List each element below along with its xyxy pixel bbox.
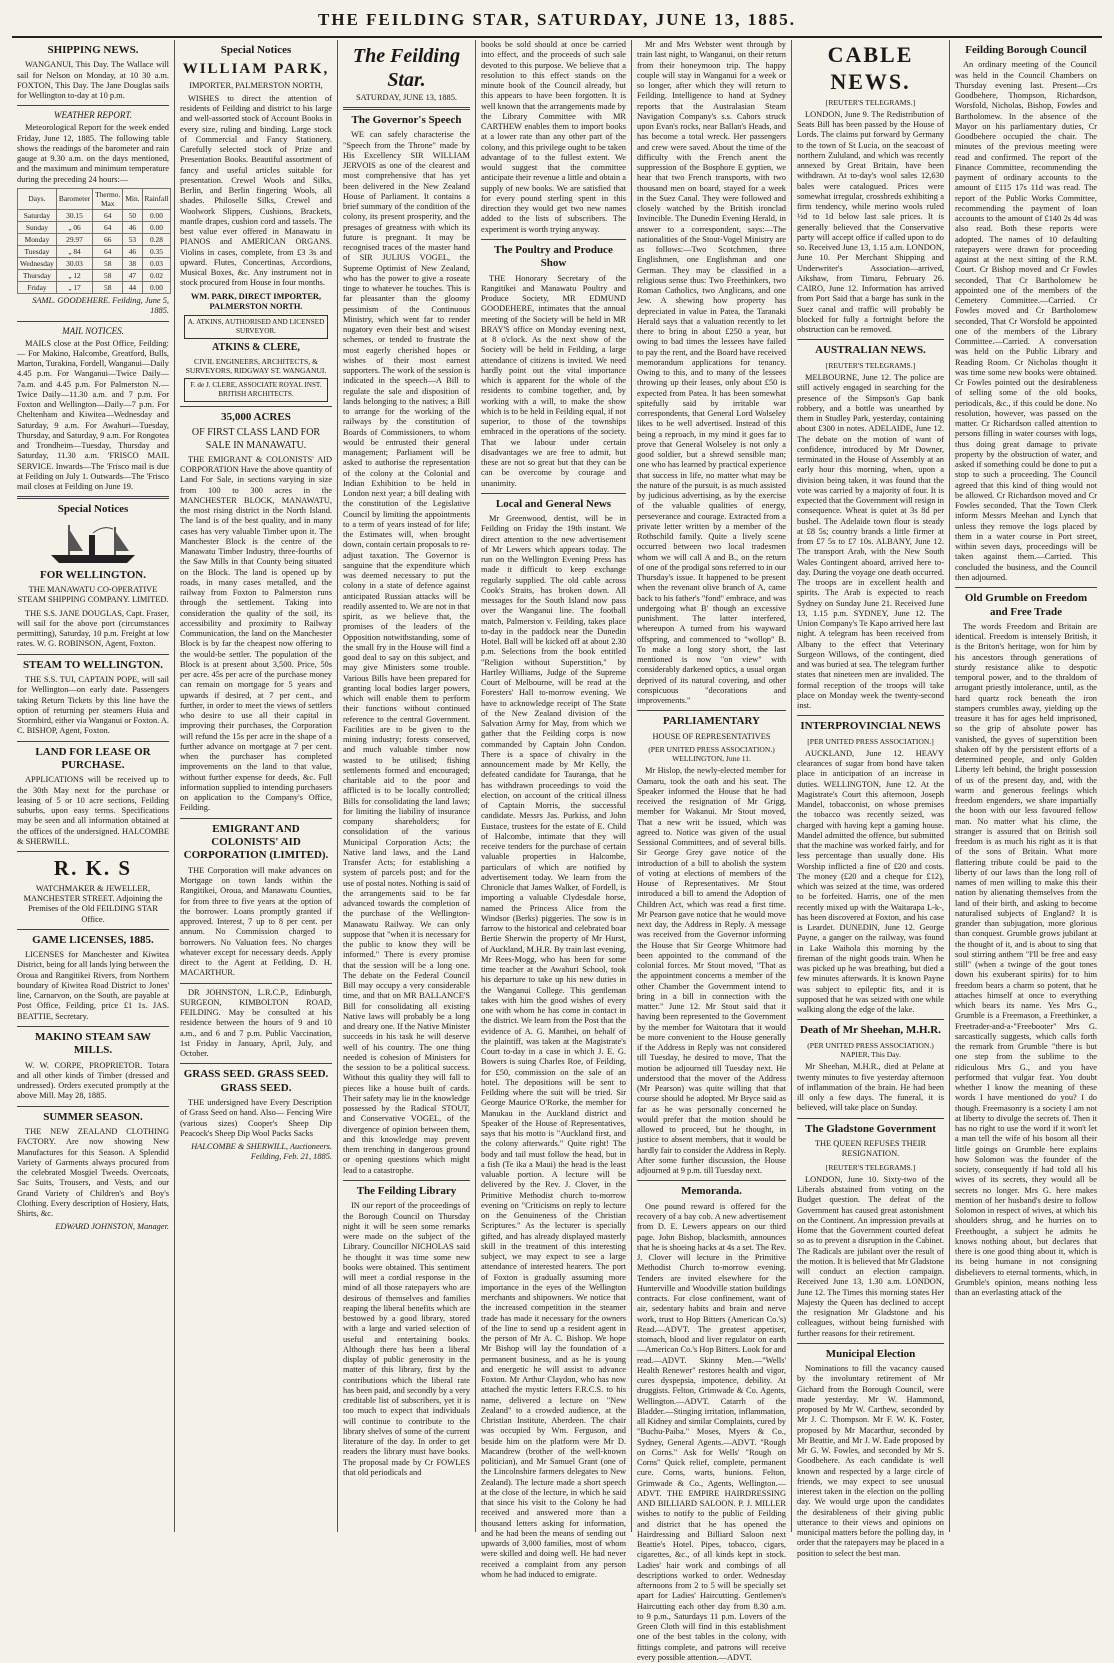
divider: [955, 587, 1097, 588]
steam-title: STEAM TO WELLINGTON.: [22, 658, 164, 671]
grumble-title: Old Grumble on Freedom and Free Trade: [964, 592, 1088, 618]
webster-text: Mr and Mrs Webster went through by train last night, to Wanganui, on their return from their honeymoon trip. The happy couple will stay in Wanganui for a week or so longer, after which they will return to Feilding. Intelligence to hand at Sydney reports that the Australasian Steam Navigation Company's s.s. Cahors struck upon Evan's rocks, near Ballan's Heads, and has become a total wreck. Her passengers and crew were saved. About the time of the difficulty with the French anent the suppression of the Bosphore E gyptien, we hear that two French transports, with two thousand men on board, stayed for a week in the Suez Canal. They were followed and closely watched by the British ironclad Invincible. The Dunedin Evening Herald, in answer to a correspondent, says:—The nationalities of the Stout-Vogel Ministry are as follows:—Two Scotchmen, three Englishmen, one Englishman and one German. They may be classified in a religious sense thus: Two Freethinkers, two Roman Catholics, two Anglicans, and one Jew. A shewing how property has depreciated in value in Patea, the Taranaki Herald says that a valuation recently to let there to bring in about £250 a year, but owing to bad times the lessees have failed to pay the rent, and the Board have received memorandum applications for tenancy. Owing to this, and to many of the lessees throwing up their leases, only about £50 is expected from Patea. It has been somewhat spitefully said by irritable war correspondents, that General Lord Wolseley likes to be well advertised. Instead of this being a reproach, in my mind it goes far to prove that General Wolseley is not only a good soldier, but a shrewd sensible man; one who has learned by practical experience that success in life, no matter what may be the nature of the pursuit, is as much assisted by judicious advertising, as by the exercise of the valuable qualities of energy, perseverance and courage. Extracted from a private letter written by a member of the Rothschild family. Quite a lively scene occurred between two local tradesmen whom we will call A and B., on the return of one of the prodigal sons referred to in our Thursday's issue. It happened to be present when the revenant olive branch of A, came back to his father's "fond" embrace, and was undergoing what B' though an excessive punishment. The latter interfered, whereupon A turned from his wayward offspring, and commenced to "wollop" B. To make a long story short, the last mentioned is now "on view" with considerably darkened optics, a usual organ deprived of its natural covering, and other conspicuous "decorations and improvements.": [637, 40, 786, 705]
cell: 53: [123, 234, 142, 246]
shipping-title: SHIPPING NEWS.: [47, 44, 139, 56]
weather-row: [18, 234, 171, 246]
weather-header: Rainfall: [142, 188, 171, 209]
parliamentary-assoc: (PER UNITED PRESS ASSOCIATION.) WELLINGTON, June 11.: [648, 744, 775, 764]
cell: 0.28: [142, 234, 171, 246]
cell: „ 12: [56, 270, 92, 282]
wellington-title: FOR WELLINGTON.: [40, 568, 146, 581]
cell: 58: [93, 282, 123, 294]
parliamentary-text: Mr Hislop, the newly-elected member for Oamaru, took the oath and his seat. The Speaker informed the House that he had received the resignation of Mr Grigg, member for Wakanui. Mr Stout moved, That a new writ be issued, which was agreed to. Notice was given of the usual Sessional Committees, and of several bills. Sir George Grey gave notice of the introduction of a bill to abolish the system of voting at elections of members of the House of Representatives. Mr Stout introduced a bill to amend the Adoption of Children Act, which was read a first time. Mr Pearson gave notice that he would move next day, the Address in Reply. A message was received from the Governor informing the House that Sir George Whitmore had been appointed to the command of the colonial forces. Mr Stout moved, "That as the appointment concerns a member of the other Chamber the Government intend to bring in a bill in connection with the matter." June 12. Mr Stout said that it having been represented to the Government by the member for Waitotara that it would be more convenient to the House generally if the Address in Reply was not considered till Tuesday, he desired to move, That the motion be adjourned till Tuesday next. He understood that the mover of the Address (Mr Pearson) was quite willing that that course should be adopted. Mr Bryce said as far as he was personally concerned he would prefer that the motion should be allowed to proceed, but he thought, in justice to absent members, that it would be hardly fair to consider the Address in Reply. After some further discussion, the House adjourned at 9 p.m. till Tuesday next.: [637, 766, 786, 1176]
cell: 44: [123, 282, 142, 294]
cable-text: LONDON, June 9. The Redistribution of Seats Bill has been passed by the House of Lords. The claims put forward by Germany to the town of St Lucia, on the seacoast of northern Zululand, and which was recently annexed by Great Britain, have been withdrawn. At to-day's wool sales 12,630 bales were catalogued. Prices were somewhat irregular, crossbreds exhibiting a firm tendency, while merino wools ruled ½d to 1d below last sale prices. It is generally believed that the Conservative party will accept office if called upon to do so. Received June 13, 1.15 a.m. LONDON, June 10. Per Merchant Shipping and Underwriter's Association—arrived, Aikshaw, from Timaru, February 26. CAIRO, June 12. Information has arrived from Port Said that a barge has sunk in the Suez canal and traffic will probably be blocked for fully a fortnight before the obstruction can be removed.: [797, 109, 944, 335]
cell: 0.00: [142, 282, 171, 294]
cell: 58: [93, 270, 123, 282]
parliamentary-subtitle: HOUSE OF REPRESENTATIVES: [652, 731, 771, 741]
cell: 47: [123, 270, 142, 282]
rks-text: WATCHMAKER & JEWELLER, MANCHESTER STREET. Adjoining the Premises of the Old FEILDING STAR Office.: [23, 883, 163, 924]
divider: [17, 741, 169, 742]
divider: [481, 239, 626, 240]
park-signature: WM. PARK, DIRECT IMPORTER, PALMERSTON NORTH.: [190, 291, 322, 311]
park-subtitle: IMPORTER, PALMERSTON NORTH,: [189, 80, 323, 90]
cable-news-title: CABLE NEWS.: [827, 42, 914, 94]
cell: 0.03: [142, 258, 171, 270]
weather-table: [17, 188, 171, 294]
special-notices-title: Special Notices: [220, 44, 292, 56]
poultry-title: The Poultry and Produce Show: [494, 243, 613, 270]
sawmill-text: W. W. CORPE, PROPRIETOR. Totara and all other kinds of Timber (dressed and undressed). Orders executed promptly at the above Mill. May 28, 1885.: [17, 1060, 169, 1101]
cell: 66: [93, 234, 123, 246]
cell: Saturday: [18, 209, 57, 221]
atkins-clere-subtitle: CIVIL ENGINEERS, ARCHITECTS, & SURVEYORS, RIDGWAY ST. WANGANUI.: [185, 356, 327, 376]
weather-row: [18, 282, 171, 294]
divider: [17, 1106, 169, 1107]
clere-box: F. de J. CLERE, ASSOCIATE ROYAL INST. BRITISH ARCHITECTS.: [184, 378, 328, 402]
acres-subtitle: OF FIRST CLASS LAND FOR SALE IN MANAWATU.: [191, 427, 321, 451]
cell: 0.00: [142, 209, 171, 221]
issue-date: SATURDAY, JUNE 13, 1885.: [356, 92, 457, 102]
cell: „ 06: [56, 221, 92, 233]
municipal-text: Nominations to fill the vacancy caused by the involuntary retirement of Mr Gichard from the Borough Council, were made yesterday. Mr W. Hammond, proposed by Mr W. Carthew, seconded by Mr J. C. Thompson. Mr F. W. K. Foster, proposed by Mr Macarthur, seconded by Mr Beattie, and Mr J. W. Eade proposed by Mr G. W. Fowles, and seconded by Mr S. Goodbehere. As each candidate is well known and respected by a large circle of friends, we may expect to see unusual interest taken in the election on the polling day. We would urge upon the candidates the desirableness of their giving public utterance to their views and opinions on municipal matters before the polling day, in order that the ratepayers may be placed in a position to select the best man.: [797, 1364, 944, 1558]
cell: 46: [123, 246, 142, 258]
weather-signature: SAML. GOODEHERE. Feilding, June 5, 1885.: [32, 296, 169, 316]
weather-header: Min.: [123, 188, 142, 209]
memoranda-title: Memoranda.: [681, 1185, 742, 1198]
atkins-clere-title: ATKINS & CLERE,: [212, 341, 300, 353]
weather-row: [18, 270, 171, 282]
licenses-title: GAME LICENSES, 1885.: [32, 933, 154, 946]
cable-assoc: [REUTER'S TELEGRAMS.]: [825, 97, 916, 107]
gladstone-title: The Gladstone Government: [805, 1122, 936, 1135]
nameplate: The Feilding Star.: [352, 45, 461, 92]
weather-header: Barometer: [56, 188, 92, 209]
cell: Friday: [18, 282, 57, 294]
weather-row: [18, 209, 171, 221]
local-news-title: Local and General News: [495, 497, 612, 510]
column-1: [12, 40, 175, 1532]
special-notices-title: Special Notices: [57, 503, 129, 516]
municipal-title: Municipal Election: [825, 1347, 916, 1360]
death-assoc: (PER UNITED PRESS ASSOCIATION.) NAPIER, This Day.: [807, 1040, 934, 1060]
cell: 30.03: [56, 258, 92, 270]
cell: 50: [123, 209, 142, 221]
library-title: The Feilding Library: [356, 1184, 457, 1197]
divider: [637, 1180, 786, 1181]
council-text: An ordinary meeting of the Council was held in the Council Chambers on Thursday evening last. Present—Crs Goodbehere, Thompson, Richardson, Worsfold, Nicholas, Bishop, Fowles and Bartholomew. In the absence of the Mayor on his parliamentary duties, Cr Goodbehere occupied the chair. The minutes of the previous meeting were read and confirmed. The report of the Finance Committee, recommending the payment of ordinary accounts to the amount of £115 17s 11d was read. The report of the Public Works Committee, recommending the payment of loan accounts to the amount of £140 2s 4d was also read. Both these reports were adopted. The names of 10 defaulting ratepayers were drawn for proceeding against at the next sitting of the R.M. Court. Cr Bishop moved and Cr Fowles seconded, That Cr Bartholomew be appointed one of the members of the Cemetery Committee.—Carried. Cr Fowles moved and Cr Bartholomew seconded, That Cr Worsfold be appointed one of the members of the Library Committee.—Carried. A conversation was held on the Public Library and Reading Room. Cr Nicholas thought it was time some new books were obtained. Cr Fowles pointed out the desirableness of selling some of the old books, periodicals, &c., if this could be done. No resolution, however, was passed on the matter. Cr Richardson called attention to persons filling in water courses with logs, thus doing great damage to private property by the obstruction of water, and asked if something could be done to put a stop to such a proceeding. The Council agreed that this kind of thing would not be allowed. Cr Richardson moved and Cr Fowles seconded, That the Town Clerk inform Messrs Meehan and Lynch that unless they remove the logs placed by them in a water course in Port street, within seven days, proceedings will be taken against them.—Carried. This concluded the business, and the Council then adjourned.: [955, 60, 1097, 582]
divider: [17, 321, 169, 322]
cell: Tuesday: [18, 246, 57, 258]
australian-text: MELBOURNE, June 12. The police are still actively engaged in searching for the presence of the Simpson's Gap bank robbery, and a bottle was unearthed by them in Studley Park, yesterday, containing about £300 in notes. ADELAIDE, June 12. The debate on the motion of want of confidence, introduced by Mr Downer, terminated in the House of Assembly at an early hour this morning, when, upon a division being taken, it was found that the vote was carried by a majority of four. It is expected that the Government will resign in consequence. Wheat is quiet at 3s 8d per bushel. The Adelaide town flour is steady at £8 5s; country brands a little firmer at from £7 5s to £7 10s. ALBANY, June 12. The transport Arab, with the New South Wales Contingent aboard, arrived here to-day. During the voyage one death occurred. The troops are in excellent health and spirits. The Arab is expected to reach Sydney on Sunday June 21. Received June 13, 1.15 p.m. SYDNEY, June 12. The Union Company's Te Kapo arrived here last night. A telegram has been received from Albany to the effect that Veterinary Surgeon Willows, of the contingent, died and was buried at sea. The telegram further states that nineteen men are invalided. The formal reception of the troops will take place on Monday week the twenty-second inst.: [797, 373, 944, 711]
column-7: [950, 40, 1102, 1532]
divider: [343, 1180, 470, 1181]
cell: 64: [93, 209, 123, 221]
interprovincial-assoc: [PER UNITED PRESS ASSOCIATION.]: [807, 736, 934, 746]
column-4: [476, 40, 632, 1579]
grass-text: THE undersigned have Every Description of Grass Seed on hand. Also— Fencing Wire (various sizes) Cooper's Sheep Dip Peacock's Sheep Dip Wool Packs Sacks: [180, 1098, 332, 1138]
aid-title: EMIGRANT AND COLONISTS' AID CORPORATION (LIMITED).: [183, 822, 329, 862]
masthead-rule: [12, 36, 1102, 38]
atkins-box: A. ATKINS, AUTHORISED AND LICENSED SURVEYOR.: [184, 315, 328, 339]
weather-row: [18, 258, 171, 270]
death-text: Mr Sheehan, M.H.R., died at Pelane at twenty minutes to five yesterday afternoon of inflammation of the brain. He had been ill only a few days. The funeral, it is believed, will take place on Sunday.: [797, 1062, 944, 1113]
summer-text: THE NEW ZEALAND CLOTHING FACTORY. Are now showing New Manufactures for this Season. A Splendid Variety of Garments always procured from the celebrated Mosgiel Tweeds. Overcoats, Sac Suits, Trousers, and Vests, and our Grand Variety of Children's and Boy's Clothing. Every description of Hosiery, Hats, Shirts, &c.: [17, 1127, 169, 1219]
cell: Wednesday: [18, 258, 57, 270]
weather-intro: Meteorological Report for the week ended Friday, June 12, 1885. The following table shows the readings of the barometer and rain gauge at 9.30 a.m. on the days mentioned, and the maximum and minimum temperature during the preceding 24 hours:—: [17, 123, 169, 184]
cell: 0.00: [142, 221, 171, 233]
library-continued: books be sold should at once be carried into effect, and the proceeds of such sale devoted to this purpose. We believe that a resolution to this effect stands on the minute book of the Council already, but this appears to have been forgotten. It is well known that the arrangements made by the Library Committee with MR CARTHEW enables them to import books at a lower rate than any other part of the colony, and this privilege ought to be taken advantage of to the fullest extent. We would suggest that the committee anticipate their revenue a little and obtain a supply of new books. We are satisfied that for every pound sterling spent in this direction they would get two new names added to the lists of subscribers. The experiment is worth trying anyway.: [481, 40, 626, 234]
australian-news-title: AUSTRALIAN NEWS.: [815, 344, 926, 357]
park-text: WISHES to direct the attention of residents of Feilding and district to his large and well-assorted stock of Account Books in every size, ruling and binding. Large stock of Commercial and Fancy Stationery. Carefully selected stock of Prize and Presentation Books. Beautiful assortment of fancy and useful articles suitable for presentation. Crewel Wools and Silks, Berlin, and Berlin fingering Wools, all shades. Philoselle Silks, Crewel and Woolwork Slippers, Cushions, Brackets, mantle drapes, cushion cord and tassels. The best value ever offered in Manawatu in PIANOS and AMERICAN ORGANS. Violins in cases, complete, from £3 3s and upward. Flutes, Concertinas, Accordions, Musical Boxes, &c. Any instrument not in stock procured from House in four months.: [180, 93, 332, 288]
divider: [17, 654, 169, 655]
columns: [12, 40, 1102, 1662]
divider: [17, 105, 169, 106]
cell: 64: [93, 246, 123, 258]
gladstone-subtitle: THE QUEEN REFUSES THEIR RESIGNATION.: [814, 1139, 927, 1159]
cell: Monday: [18, 234, 57, 246]
weather-row: [18, 221, 171, 233]
weather-row: [18, 246, 171, 258]
summer-signature: EDWARD JOHNSTON, Manager.: [55, 1222, 169, 1232]
sawmill-title: MAKINO STEAM SAW MILLS.: [34, 1030, 152, 1057]
cell: Sunday: [18, 221, 57, 233]
steamship-icon: [43, 521, 143, 565]
grass-title: GRASS SEED. GRASS SEED. GRASS SEED.: [183, 1068, 329, 1094]
cell: 0.35: [142, 246, 171, 258]
divider: [797, 715, 944, 716]
weather-title: WEATHER REPORT.: [54, 110, 132, 121]
library-text: IN our report of the proceedings of the Borough Council on Thursday night it will be seen some remarks were made on the subject of the Library. Councillor NICHOLAS said he thought it was time some new books were obtained. This sentiment will meet a cordial response in the mind of all those ratepayers who are desirous of themselves and families reaping the liberal benefits which are bestowed by a good library, stored with a large and varied selection of useful and entertaining books. Although there has been a liberal display of public generosity in the matter of this library, first by the contributions which the liberal rate has been paid, and secondly by a very creditable list of subscribers, yet it is too much to expect that individuals will continue to contribute to the library shelves of some of the current literature of the day. In order to get readers the library must have books. The proposal made by Cr FOWLES that old periodicals and: [343, 1201, 470, 1477]
memoranda-text: One pound reward is offered for the recovery of a bay cob. A new advertisement from D. E. Lewers appears on our third page. John Bishop, blacksmith, announces that he is shoeing hacks at 4s a set. The Rev. J. Clover will lecture in the Primitive Methodist Church to-morrow evening. Tenders are invited elsewhere for the Hunterville and Woodville station buildings contracts. For close confinement, want of air, sedentary habits and brain and nerve work, trust to Hop Bitters (American Co.'s) Read.—ADVT. The greatest appetiser, stomach, blood and liver regulator on earth—American Co.'s Hop Bitters. Look for and read.—ADVT. Skinny Men.—"Wells' Health Renewer" restores health and vigor, cures dyspepsia, impotence, debility. At druggists. Felton, Grimwade & Co. Agents, Wellington.—ADVT. Catarrh of the Bladder.—Stinging irritation, inflammation, all Kidney and similar Complaints, cured by "Buchu-Paiba." Moses, Myers & Co., Sydney, General Agents.—ADVT. "Rough on Corns." Ask for Wells' "Rough on Corns" Quick relief, complete, permanent cure. Corns, warts, bunions. Felton, Grimwade & Co., Agents, Wellington.—ADVT. THE EMPIRE HAIRDRESSING AND BILLIARD SALOON. P. J. MILLER wishes to notify to the public of Feilding and district that he has opened the Hairdressing and Billiard Saloon next Beattie's Hotel. Pipes, tobacco, cigars, cigarettes, &c., of all kinds kept in stock. Ladies' hair work and combings of all descriptions worked to order. Wednesday afternoons from 2 to 5 will be specially set apart for Ladies' Haircutting. Gentlemen's Haircutting each other day from 8.30 a.m. to 9 p.m., Saturdays 11 p.m. Lovers of the Green Cloth will find in this establishment one of the best tables in the colony, with fittings complete, and patrons will receive every possible attention.—ADVT.: [637, 1201, 786, 1662]
divider: [17, 929, 169, 930]
manawatu-title: THE MANAWATU CO-OPERATIVE STEAM SHIPPING COMPANY. LIMITED.: [17, 585, 169, 605]
divider: [797, 1343, 944, 1344]
grass-signature: HALCOMBE & SHERWILL, Auctioneers. Feilding, Feb. 21, 1885.: [191, 1142, 332, 1162]
divider: [180, 818, 332, 819]
gladstone-assoc: [REUTER'S TELEGRAMS.]: [825, 1162, 916, 1172]
licenses-text: LICENSES for Manchester and Kiwitea District, being for all lands lying between the Oroua and Rangitikei Rivers, from Northern boundary of Kiwitea Road District to Jones' line, Carnarvon, on the South, are payable at Post Office, Feilding, price £1 1s. JAS. BEATTIE, Secretary.: [17, 950, 169, 1021]
cell: Thursday: [18, 270, 57, 282]
grumble-text: The words Freedom and Britain are identical. Freedom is intensely British, it is the Briton's heritage, won for him by his ancestors through generations of sturdy resistance alike to despotic temporal power, and to the thraldom of arrogant priestly intolerance, until, as the hard quartz rock beneath the iron stampers crumbles away, yielding up the treasure it has for ages held imprisoned, so the grip of absolute power has vanished, the gyves of superstition been shaken off by the persistent efforts of a determined people, and only Golden Liberty left behind, the bright possession of us of the present day, and, with the warm and generous feelings which freedom engenders, we share impartially the boon with our less favoured fellow man. No matter what his clime, the stranger is assured that on British soil freedom is as much his right as it is that of the sons of Britain. What more flattering tribute could be paid to the liberty of our laws than the long roll of names of men willing to make this their nation by alienating themselves from the land of their birth, and asking to become naturalised subjects of England? It is grander than subjugation, more glorious than conquest. Grumble grows jubilant at the thought of it, and is about to sing that soul stirring anthem "I'll be free and easy still" (when a twinge of the gout tones down his exuberant spirits) for to him freedom bears a charm so potent, that he attaches himself at once to everything which bears its name. Yes Mrs G., Grumble is a Freemason, a Freethinker, a Freetrader-and-a-"Freebooter" Mrs G. sarcastically suggests, which calls forth the remark from Grumble "there is but one step from the sublime to the ridiculous Mrs G., and you have performed that vulgar feat. You doubt whether I know the meaning of these words I have mentioned do you? I do though. Freemasonry is a society I am not at liberty to divulge the secrets of. Then it has no right to use the word if it won't let a man tell the wife of his bosom all their little goings on Grumble here explains how Solomon was the founder of the society, consequently if had told all his wives of its secrets, they would all be secrets no longer. Mrs G. here makes mention of her husband's desire to follow Solomon in respect of wives, at which his shoulders shrug, and he hurries on to Freethought, a subject he admits he knows nothing about, but declares that there is one good thing about it, which is its being humane in not consigning disbelievers to eternal torments, which, in Grumble's opinion, means nothing less than an everlasting attack of the: [955, 621, 1097, 1298]
mail-text: MAILS close at the Post Office, Feilding:— For Makino, Halcombe, Greatford, Bulls, Marton, Turakina, Fordell, Wanganui—Daily 4.45 p.m. For Wanganui—Twice Daily—7a.m. and 4.45 p.m. For Palmerston N.—Twice Daily—11.30 a.m. and 7 p.m. For Foxton and Wellington—Daily—7 p.m. For Cheltenham and Kiwitea—Wednesday and Saturday, 9 a.m. For Awahuri—Tuesday, Thursday, and Saturday, 9 a.m. For Rongotea and Trondheim—Tuesday, Thursday and Saturday, 11.30 a.m. 'FRISCO MAIL SERVICE. Inwards—The 'Frisco mail is due at Feilding on July 1. Outwards—The 'Frisco mail closes at Feilding on June 19.: [17, 338, 169, 492]
johnston-text: DR JOHNSTON, L.R.C.P., Edinburgh, SURGEON, KIMBOLTON ROAD, FEILDING. May be consulted at his residence between the hours of 9 and 10 a.m., and 6 and 7 p.m. Public Vaccination, 1st Friday in January, April, July, and October.: [180, 987, 332, 1059]
acres-title: 35,000 ACRES: [221, 411, 291, 424]
cell: 0.02: [142, 270, 171, 282]
masthead: [0, 0, 1114, 34]
land-text: APPLICATIONS will be received up to the 30th May next for the purchase or leasing of 5 or 10 acre sections, Feilding suburbs, upon easy terms. Specifications may be seen and all information obtained at the offices of the undersigned. HALCOMBE & SHERWILL.: [17, 775, 169, 846]
summer-title: SUMMER SEASON.: [43, 1110, 143, 1123]
shipping-text: WANGANUI, This Day. The Wallace will sail for Nelson on Monday, at 10 30 a.m. FOXTON, This Day. The Jane Douglas sails for Wellington to-day at 10 p.m.: [17, 60, 169, 101]
parliamentary-title: PARLIAMENTARY: [663, 715, 760, 728]
divider: [343, 107, 470, 110]
masthead-title: THE FEILDING STAR, SATURDAY, JUNE 13, 1885.: [317, 10, 797, 29]
divider: [17, 1026, 169, 1027]
divider: [17, 851, 169, 852]
mail-title: MAIL NOTICES.: [62, 325, 124, 336]
cell: 30.15: [56, 209, 92, 221]
rks-title: R. K. S: [53, 856, 133, 881]
local-news-text: Mr Greenwood, dentist, will be in Feilding on Friday the 19th instant. We direct attention to the new advertisement of Mr Lewers which appears today. The run on the Wellington Evening Press has made it difficult to keep exchange regularly supplied. The old cable across Cook's Straits, has broken down. All messages for the South Island now pass over the Wanganui line. The football match, Palmerston v. Feilding, takes place to-day in the paddock near the Dunedin Hotel. Ball will be kicked off at about 2.30 p.m. Selections from the book entitled "Religion without Superstition," by Hartley Williams, Judge of the Supreme Court of Melbourne, will be read at the Foresters' Hall to-morrow evening. We have to acknowledge receipt of The State of the New Zealand division of the Salvation Army for May, from which we gather that the Feilding corps is now commanded by Captain John Condon. There is a space of chivalry in the announcement made by Mr Kelly, the defeated candidate for Tauranga, that he has withdrawn proceedings to void the election, on account of the critical illness of Captain Morris, the successful candidate. Messrs Jas. Purkiss, and John Eustace, trustees for the estate of E. Child of Halcombe, intimate that they will receive tenders for the purchase of certain valuable properties in Halcombe, particulars of which are notified by advertisement today. We learn from the Chronicle that James Walker, of Fordell, is importing a valuable Clydesdale horse, named the Princess Alice from the Windsor (Berks) piggeries. The sow is in farrow to the historical and celebrated boar Bertie Sherwin the property of Mr Hurst, of Auckland, M.H.R. By train last evening, Mr Rees-Mogg, who has been for some time teacher at the Awahuri School, took his departure to take up his new duties in the Wanganui College. This gentleman takes with him the good wishes of every one with whom he has come in contact in the district. We learn from the Post that the evidence of A. G. Manthei, on behalf of the plaintiff, was taken at the Magistrate's Court to-day in a case in which J. E. G. Bowers is suing Charles Roe, of Feilding, for £50, commission on the sale of an hotel. The depositions will be sent to Feilding where the suit will be tried. Sir George Maurice O'Rorke, the member for Manukau in the Auckland district and Speaker of the House of Representatives, says that his motto is "Auckland first, and the colony afterwards." Quite right! The body and tail must follow the head, but in a fish (Te ika a Maui) the head is the least valuable portion. A lecture will be delivered by the Rev. J. Clover, in the Primitive Methodist church to-morrow evening on "Criticisms on reply to lecture on the Genuineness of the Christian Scriptures." As the lecturer is specially gifted, and has already displayed masterly skill in the treatment of this interesting subject, we may expect to see a large attendance of interested hearers. The port of Foxton is gradually assuming more importance in the eyes of the Wellington merchants and shipowners. We notice that the increased competition in the steamer trade has made it necessary for the owners of the line to send up a resident agent in the person of Mr A. C. Bishop. We hope Mr Bishop will lay the foundation of a permanent business, and as he is young and energetic he will assist to advance Foxton. Mr Arthur Claydon, who has now attached the mystic letters F.R.C.S. to his name, delivered a lecture on "New Zealand" to a crowded audience, at the Christian Institute, Aberdeen. The chair was occupied by Wm. Ferguson, and beside him on the platform were Mr D. Macandrew (brother of the well-known politician), and Mr Samuel Grant (one of the Lincolnshire farmers delegates to New Zealand). The lecture made a short speech at the close of the lecture, in which he said that since his visit to the Colony he had received and answered more than a thousand letters asking for information, and he had been the means of sending out upwards of 3,000 families, most of whom were skilled and doing well. He had never received a complaint from any person whom he had induced to emigrate.: [481, 514, 626, 1579]
poultry-text: THE Honorary Secretary of the Rangitikei and Manawatu Poultry and Produce Society, MR EDMUND GOODEHERE, intimates that the annual meeting of the Society will be held in MR BRAY'S office on Monday evening next, at 8 o'clock. As the next show of the Society will be held in Feilding, a large attendance of citizens is invited. We need hardly point out the vital importance which is apparent for the whole of the residents to combine together, and, by working with a will, to make the show which is to be held in Feilding equal, if not superior, to those of the townships embraced in the operations of the society. That we labour under certain disadvantages we are free to admit, but these are not so great but that they can be can be overcome by courage and unanimity.: [481, 273, 626, 488]
weather-header: Days.: [18, 188, 57, 209]
cell: „ 84: [56, 246, 92, 258]
divider: [637, 710, 786, 711]
governor-text: WE can safely characterise the "Speech from the Throne" made by His Excellency SIR WILLIAM JERVOIS as one of the clearest and most comprehensive that has yet been delivered in the New Zealand House of Parliament. It contains a brief summary of the condition of the colony, its present prosperity, and the presages of greatness with which its future is pregnant. It may be recognised traces of the master hand of SIR JULIUS VOGEL, the Supreme Optimist of New Zealand, who has the power to give a roseate tinge to whatever he touches. This is far pleasanter than the gloomy pessimism of the Continuous Ministry, which went far to render nugatory even their best and wisest schemes, or tended to frustrate the most eagerly cherished hopes or wishes of their most earnest supporters. The work of the session is indicated in the speech—A Bill to regulate the sale and disposition of lands belonging to the natives; a Bill to arrange for the working of the railways by the constitution of Boards of Commissioners, to whom would be entrusted their general management; Parliament will be asked to authorise the representation of the colony at the Colonial and Indian Exhibition to be held in London next year; a bill dealing with the constitution of the Legislative Council by limiting the appointments to a term of years instead of for life; the Estimates will, when brought down, contain certain proposals to re-adjust taxation. The Governor is sanguine that the expenditure which was deemed necessary to put the colony in a state of defence against anticipated Russian attacks will be readily assented to. We are not in that spirit, as we believe that, the promises of the leaders of the Opposition notwithstanding, some of the small fry in the House will find a good deal to say on this subject, and may give Ministers some trouble. Various Bills have been prepared for granting local bodies larger powers, which will enable them to perform their functions without continued reference to the central Government. Facilities are to be given to the mining industry; forests conserved, and much valuable timber now wasted to be utilised; fishing settlements formed and encouraged; charitable aid to the poor and afflicted is to be locally controlled; Bills for consolidating the land laws; for limiting the liability of insurance company shareholders; for consolidation of the various Municipal Corporation Acts; the Native land laws, and the Land Transfer Acts; for establishing a system of parcels post; and for the use of postal notes. Nothing is said of the arrangements said to be far advanced towards the completion of the purchase of the Wellington-Manawatu Railway. We can only suppose that "when it is necessary for the public to know they will be informed." There is every promise that the session will be a long one. The debate on the Federal Council Bill may occupy a very considerable time, and that on MR BALLANCE'S Bill for consolidating all existing Native laws will probably be a long and dreary one. If the Native Minister succeeds in his task he will deserve well of his country. The one thing needed is cohesion of Ministers for the session to be a political success. Without this quality they will fall to pieces like a house built of cards. Their safety may lie in the knowledge possessed by the Radical STOUT, and Conservative VOGEL, of the divergence of opinion between them, and this knowledge may prevent them trenching in dangerous ground or opening questions which might lead to a catastrophe.: [343, 130, 470, 1175]
cell: 64: [93, 221, 123, 233]
death-title: Death of Mr Sheehan, M.H.R.: [800, 1024, 941, 1037]
interprovincial-text: AUCKLAND, June 12. HEAVY clearances of sugar from bond have taken place in anticipation of an increase in duties. WELLINGTON, June 12. At the Magistrate's Court this afternoon, Joseph Mandel, tobacconist, on whose premises the tobacco was recently seized, was charged with having kept a gaming house. Mandel admitted the offence, but submitted that the machine was worked fairly, and for less percentage than usually done. His Worship inflicted a fine of £20 and costs. The money (£20 and a cheque for £12), which was seized at the time, was ordered to be forfeited. Harris, one of the men recently mixed up with the Waitarapa L-k-, has been discovered at Foxton, and his case is Leardet. DUNEDIN, June 12. George Payne, a ganger on the railway, was found in Lake Waihola this morning by the fireman of the night goods train. When he was picked up he was breathing, but died a few minutes afterwards. It is known Payne was subject to epileptic fits, and it is supposed that he was seized with one while walking along the edge of the lake.: [797, 748, 944, 1015]
column-6: [792, 40, 950, 1558]
divider: [180, 1063, 332, 1064]
gladstone-text: LONDON, June 10. Sixty-two of the Liberals abstained from voting on the Budget question. The defeat of the Government has caused great astonishment on the Continent. An impression prevails at Home that the Government courted defeat so as to prevent a disruption in the Cabinet. The Radicals are jubilant over the result of the motion. It is believed that Mr Gladstone will conduct an election campaign. Received June 13, 1.30 a.m. LONDON, June 12. The Times this morning states Her Majesty the Queen has declined to accept the resignation Mr Gladstone and his colleagues, without being furnished with further reasons for their retirement.: [797, 1174, 944, 1338]
interprovincial-title: INTERPROVINCIAL NEWS: [800, 720, 941, 733]
manawatu-text: THE S.S. JANE DOUGLAS, Capt. Fraser, will sail for the above port (circumstances permitting), Saturday, 10 p.m. Freight at low rates. W. G. ROBINSON, Agent, Foxton.: [17, 608, 169, 649]
steam-text: THE S.S. TUI, CAPTAIN POPE, will sail for Wellington—on early date. Passengers taking Return Tickets by this line have the option of returning per steamers Huia and Stormbird, either via Wanganui or Foxton. A. C. BISHOP, Agent, Foxton.: [17, 675, 169, 736]
cell: 29.97: [56, 234, 92, 246]
column-2: [175, 40, 338, 1532]
emigrant-text: THE EMIGRANT & COLONISTS' AID CORPORATION Have the above quantity of Land For Sale, in sections varying in size from 100 to 300 acres in the MANCHESTER BLOCK, MANAWATU, the most rising district in the North Island. The land is of the best quality, and in many cases has very valuable Timber upon it. The Manchester Block is the centre of the Manawatu Timber Industry, three-fourths of the Saw Mills in that County being situated on the Block. The land is opened up by roads, in many cases metalled, and the railway from Foxton to Palmerston runs through the settlement. Taking into consideration the quality of the soil, its accessibility and proximity to Railway Communication, the land on the Manchester Block is by far the cheapest now offering to the would-be settler. The population of the Block is at present about 3,500. Price, 50s per acre. 45s per acre of the purchase money can remain on mortgage for 5 years and upwards if desired, at 7 per cent., and further, in order to meet the views of settlers who desire to use all their capital in improving their purchases, the Corporation will refund the 15s per acre in the shape of a further advance on mortgage at 7 per cent. when the purchaser has completed improvements on the land to that value, without further expense for deeds, &c. Full information supplied to intending purchasers on application to the Company's Office, Feilding.: [180, 454, 332, 813]
park-title: WILLIAM PARK,: [182, 61, 330, 78]
divider: [481, 493, 626, 494]
divider: [797, 1019, 944, 1020]
weather-header: Thermo. Max: [93, 188, 123, 209]
australian-assoc: [REUTER'S TELEGRAMS.]: [825, 360, 916, 370]
divider: [17, 496, 169, 499]
cell: „ 17: [56, 282, 92, 294]
cell: 46: [123, 221, 142, 233]
divider: [180, 406, 332, 407]
land-title: LAND FOR LEASE OR PURCHASE.: [35, 745, 151, 771]
cell: 58: [93, 258, 123, 270]
divider: [797, 339, 944, 340]
weather-header-row: [18, 188, 171, 209]
column-3: [338, 40, 476, 1532]
cell: 38: [123, 258, 142, 270]
column-5: [632, 40, 792, 1662]
divider: [797, 1118, 944, 1119]
council-title: Feilding Borough Council: [965, 44, 1087, 56]
governor-title: The Governor's Speech: [351, 114, 462, 127]
aid-text: THE Corporation will make advances on Mortgage on town lands within the Rangitikei, Oroua, and Manawatu Counties, for from three to five years at the option of the borrower. Loans promptly granted if approved. Interest, 7 up to 8 per cent. per annum. No Commission charged to borrowers. No Valuation fees. No charges whatever except for necessary deeds. Apply direct to the Agent at Feilding, D. H. MACARTHUR.: [180, 865, 332, 978]
divider: [180, 983, 332, 984]
